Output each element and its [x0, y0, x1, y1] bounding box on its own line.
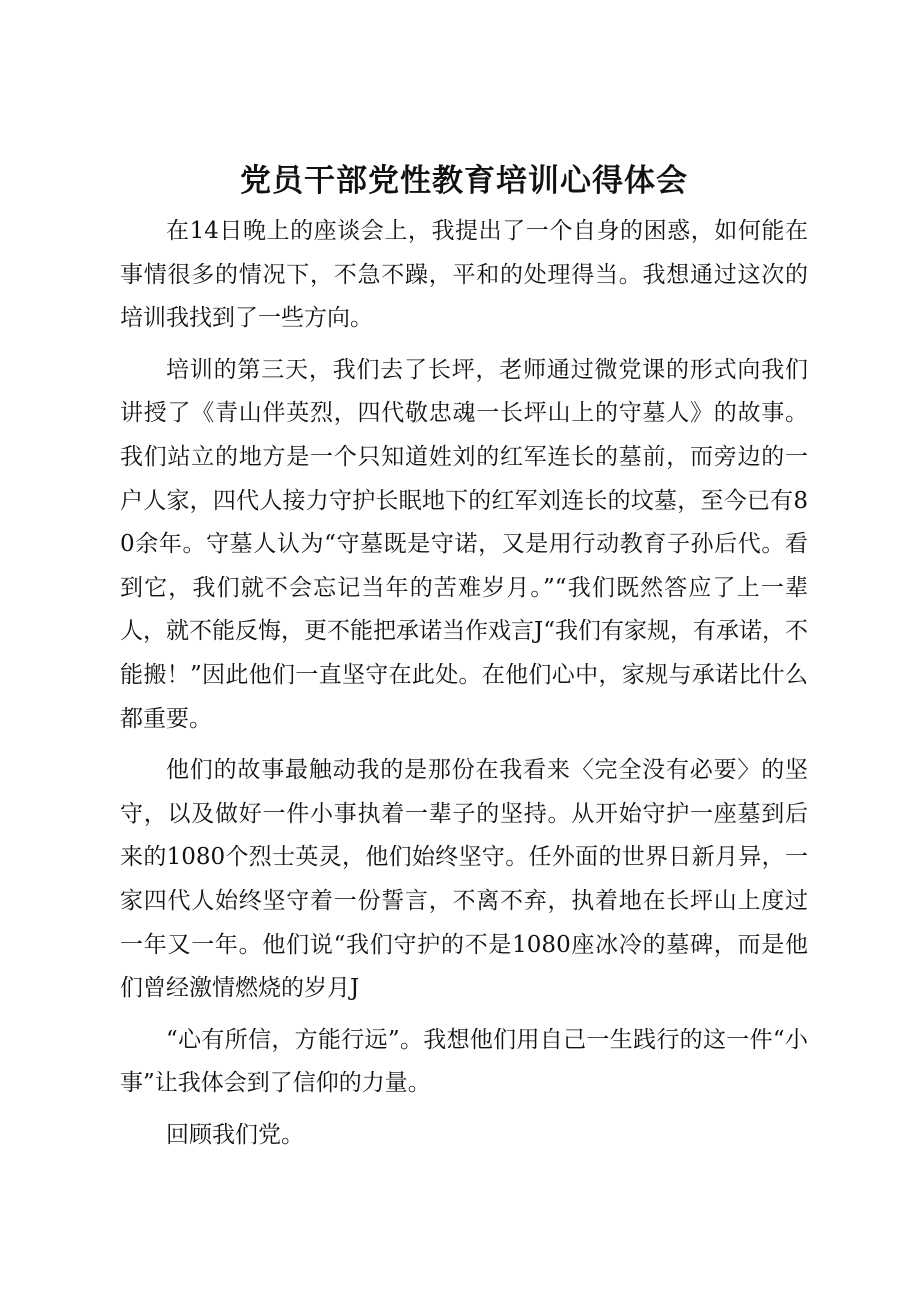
document-title: 党员干部党性教育培训心得体会: [240, 163, 688, 199]
paragraph-2: 培训的第三天，我们去了长坪，老师通过微党课的形式向我们讲授了《青山伴英烈，四代敬忠魂一长坪山上的守墓人》的故事。我们站立的地方是一个只知道姓刘的红军连长的墓前，而旁边的一户人家，四代人接力守护长眠地下的红军刘连长的坟墓，至今已有80余年。守墓人认为“守墓既是守诺，又是用行动教育子孙后代。看到它，我们就不会忘记当年的苦难岁月。”“我们既然答应了上一辈人，就不能反悔，更不能把承诺当作戏言J“我们有家规，有承诺，不能搬！”因此他们一直坚守在此处。在他们心中，家规与承诺比什么都重要。: [120, 356, 808, 732]
paragraph-1: 在14日晚上的座谈会上，我提出了一个自身的困惑，如何能在事情很多的情况下，不急不躁，平和的处理得当。我想通过这次的培训我找到了一些方向。: [120, 218, 808, 332]
paragraph-3: 他们的故事最触动我的是那份在我看来〈完全没有必要〉的坚守，以及做好一件小事执着一辈子的坚持。从开始守护一座墓到后来的1080个烈士英灵，他们始终坚守。任外面的世界日新月异，一家四代人始终坚守着一份誓言，不离不弃，执着地在长坪山上度过一年又一年。他们说“我们守护的不是1080座冰冷的墓碑，而是他们曾经激情燃烧的岁月J: [120, 757, 808, 1002]
paragraph-5: 回顾我们党。: [166, 1121, 304, 1148]
paragraph-4: “心有所信，方能行远”。我想他们用自己一生践行的这一件“小事”让我体会到了信仰的力量。: [120, 1026, 808, 1097]
document-page: [120, 158, 808, 1165]
